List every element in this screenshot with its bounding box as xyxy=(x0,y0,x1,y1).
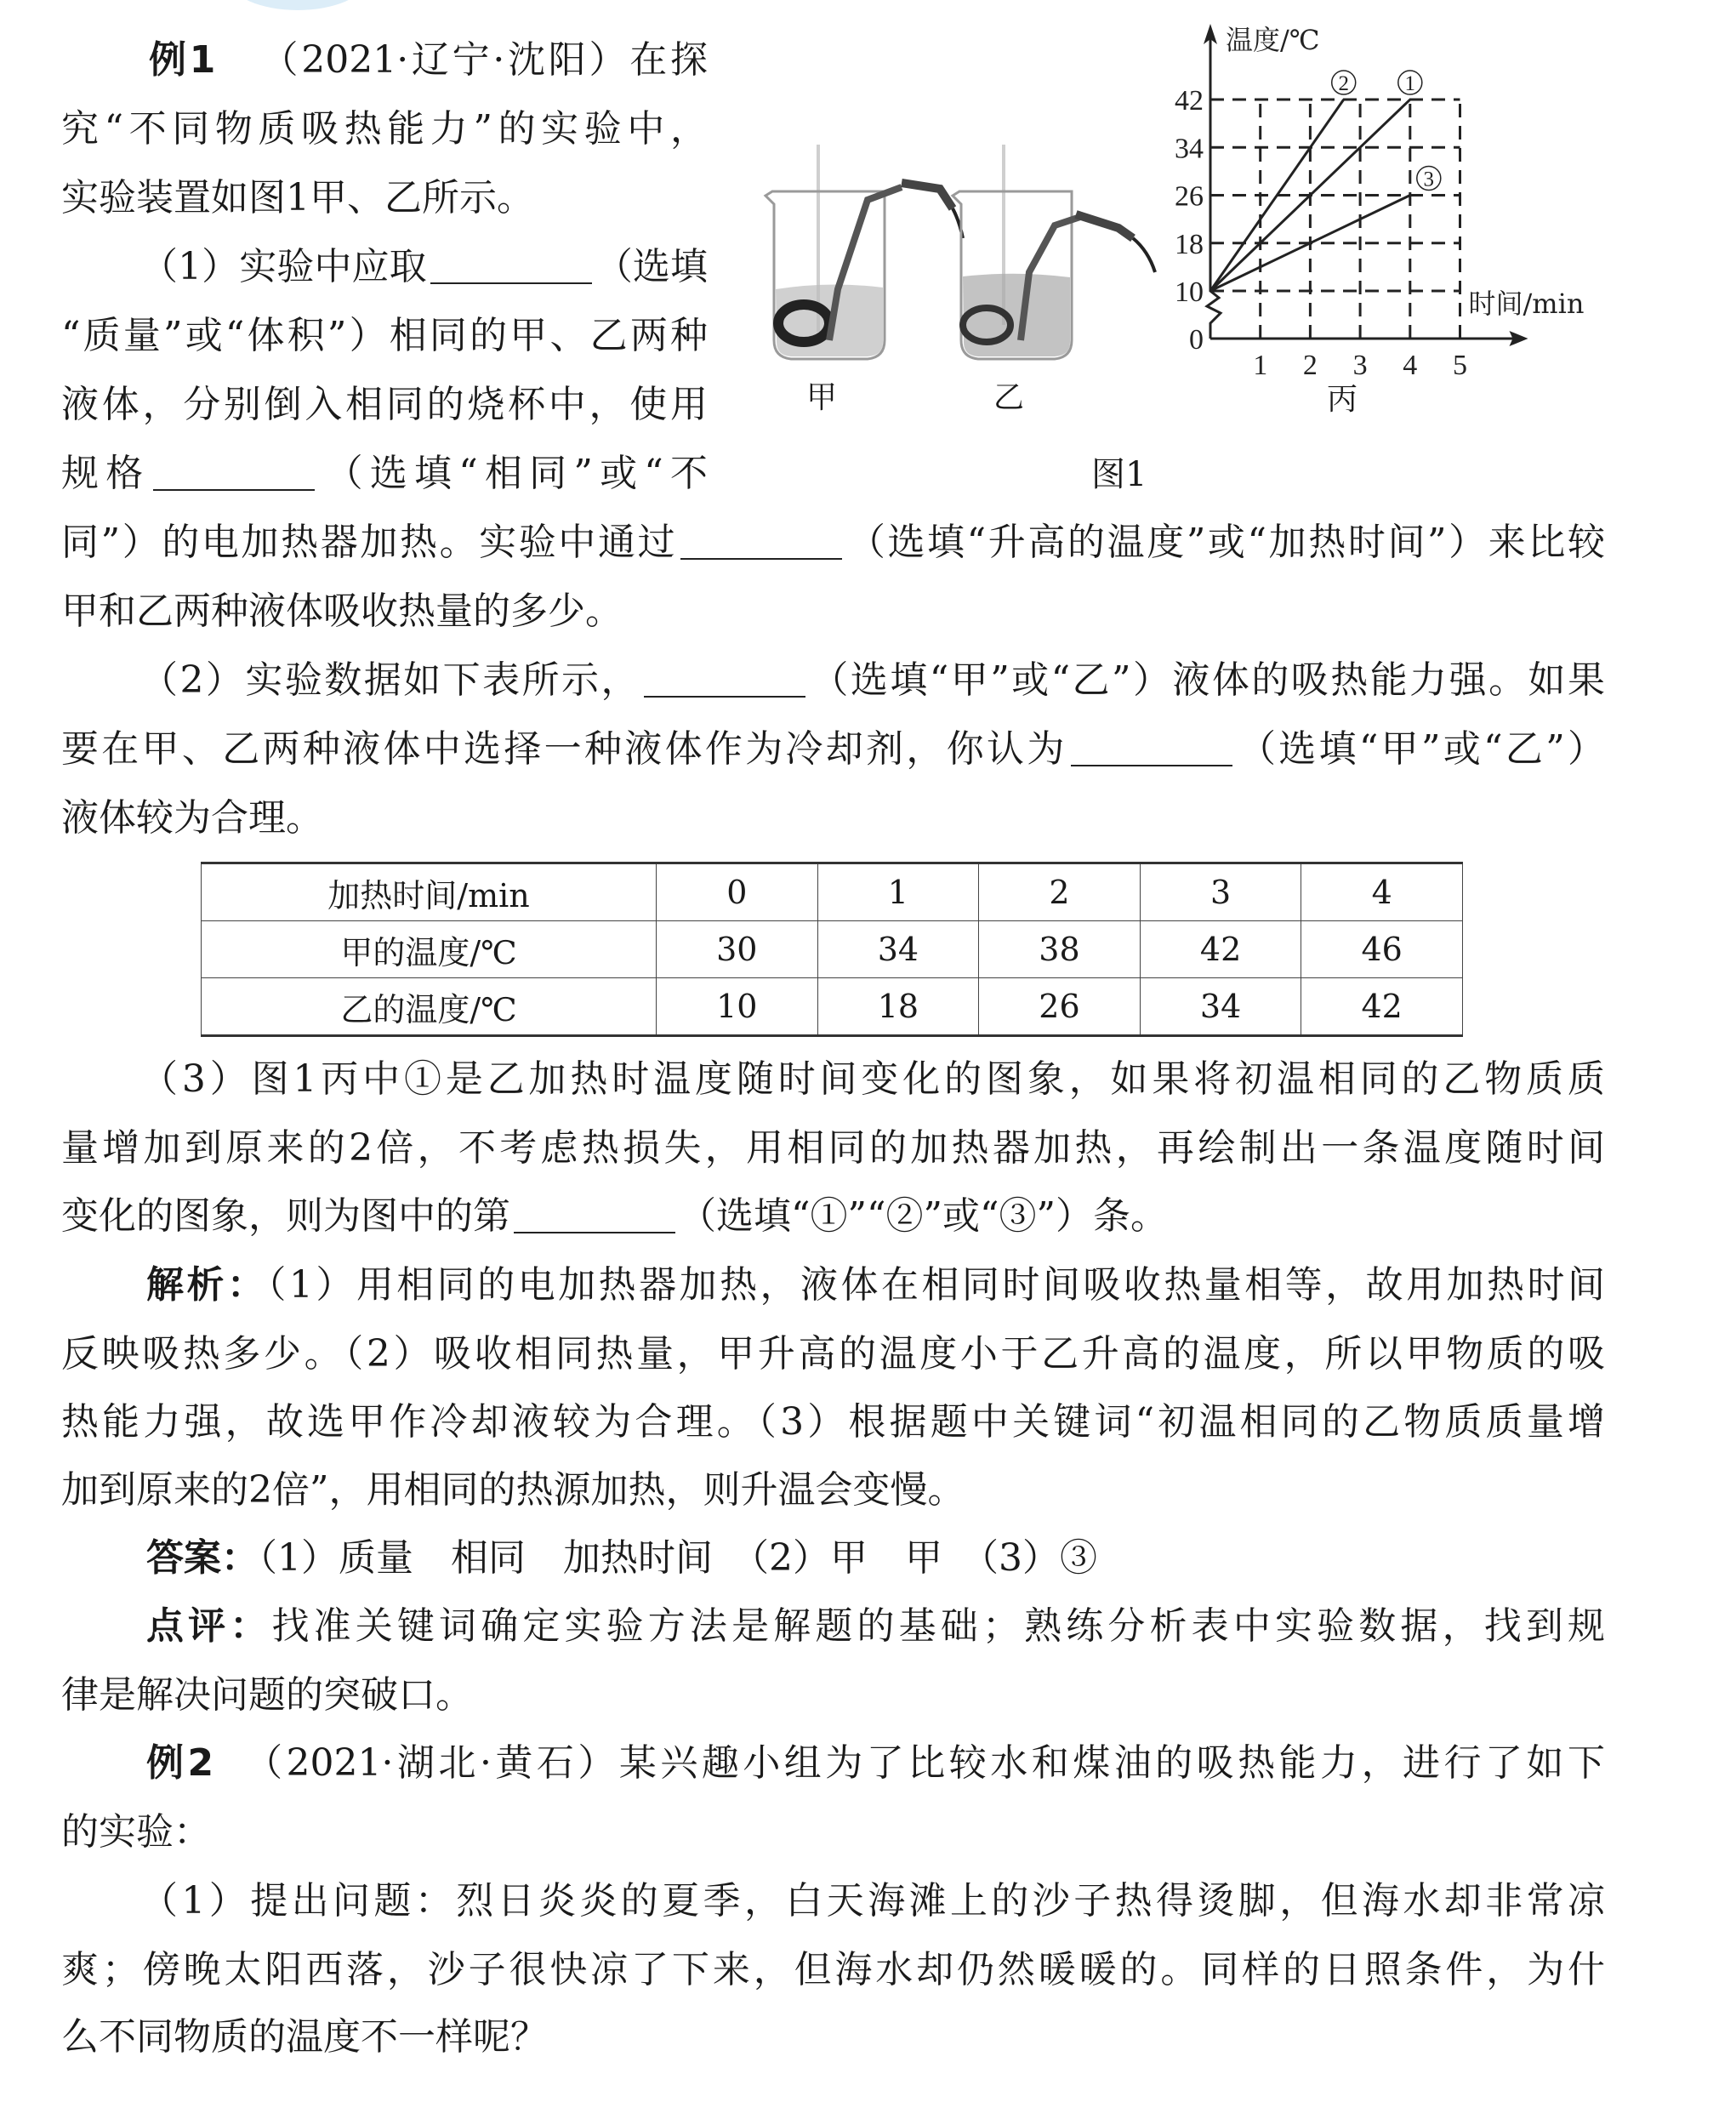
text-line: “质量”或“体积”）相同的甲、乙两种 xyxy=(61,314,708,357)
table-cell: 18 xyxy=(817,978,979,1036)
text-line: 热能力强，故选甲作冷却液较为合理。（3）根据题中关键词“初温相同的乙物质质量增 xyxy=(61,1400,1605,1444)
q2-line2 xyxy=(61,724,1605,775)
text-span: 找准关键词确定实验方法是解题的基础；熟练分析表中实验数据，找到规 xyxy=(271,1604,1606,1648)
q1-line1 xyxy=(140,242,708,293)
table-cell: 34 xyxy=(1140,978,1301,1036)
example2-label: 例2 xyxy=(146,1741,214,1785)
text-line: 的实验： xyxy=(61,1810,211,1854)
graph-label: 丙 xyxy=(1327,382,1358,417)
answer-blank-3[interactable] xyxy=(680,521,842,560)
beaker-jia xyxy=(766,145,963,359)
table-cell: 30 xyxy=(657,921,818,978)
q1-line5 xyxy=(61,517,1605,568)
beaker-yi xyxy=(953,145,1155,359)
table-cell: 0 xyxy=(657,863,818,921)
table-cell: 加热时间/min xyxy=(202,863,657,921)
text-span: （选填“①”“②”或“③”）条。 xyxy=(679,1194,1168,1238)
table-cell: 26 xyxy=(979,978,1141,1036)
y-tick-label: 42 xyxy=(1175,85,1204,117)
text-line: 律是解决问题的突破口。 xyxy=(61,1673,473,1717)
answer-text: （1）质量 相同 加热时间 （2）甲 甲 （3）③ xyxy=(259,1536,1097,1580)
analysis-line1 xyxy=(146,1260,1605,1311)
text-line: 加到原来的2倍”，用相同的热源加热，则升温会变慢。 xyxy=(61,1468,965,1512)
text-line: 么不同物质的温度不一样呢？ xyxy=(61,2015,548,2059)
comment-label: 点评： xyxy=(146,1604,272,1648)
answer-blank-6[interactable] xyxy=(514,1194,675,1233)
beaker-illustration xyxy=(748,145,1157,374)
series-label: 1 xyxy=(1404,72,1416,96)
comment-line1 xyxy=(146,1601,1605,1652)
table-cell: 3 xyxy=(1140,863,1301,921)
text-span: （2）实验数据如下表所示， xyxy=(140,658,640,702)
example1-source: （2021·辽宁·沈阳）在探 xyxy=(260,38,708,82)
answer-line xyxy=(146,1533,1605,1584)
table-cell: 42 xyxy=(1301,978,1463,1036)
table-cell: 2 xyxy=(979,863,1141,921)
text-span: （选填“升高的温度”或“加热时间”）来比较 xyxy=(845,521,1605,564)
table-row xyxy=(202,978,1463,1036)
series-label: 2 xyxy=(1338,72,1349,96)
text-span: （1）实验中应取 xyxy=(140,245,427,288)
table-cell: 乙的温度/℃ xyxy=(202,978,657,1036)
example1-label: 例1 xyxy=(149,38,216,82)
text-line: 究“不同物质吸热能力”的实验中， xyxy=(61,107,708,151)
answer-blank-1[interactable] xyxy=(430,245,592,284)
y-tick-label: 18 xyxy=(1175,228,1204,260)
text-span: 变化的图象，则为图中的第 xyxy=(61,1194,510,1238)
y-tick-label: 10 xyxy=(1175,276,1204,308)
answer-blank-2[interactable] xyxy=(153,452,315,491)
text-line: 甲和乙两种液体吸收热量的多少。 xyxy=(61,590,623,633)
example1-heading xyxy=(149,35,708,86)
answer-blank-4[interactable] xyxy=(644,658,805,698)
text-span: （选填“甲”或“乙”）液体的吸热能力强。如果 xyxy=(808,658,1605,702)
table-cell: 34 xyxy=(817,921,979,978)
figure-caption: 图1 xyxy=(1091,455,1147,494)
x-axis-label: 时间/min xyxy=(1468,288,1585,320)
answer-blank-5[interactable] xyxy=(1071,727,1232,766)
text-line: （1）提出问题：烈日炎炎的夏季，白天海滩上的沙子热得烫脚，但海水却非常凉 xyxy=(140,1879,1605,1923)
header-decoration xyxy=(230,0,366,10)
x-tick-label: 5 xyxy=(1453,350,1467,381)
table-cell: 46 xyxy=(1301,921,1463,978)
text-line: 反映吸热多少。（2）吸收相同热量，甲升高的温度小于乙升高的温度，所以甲物质的吸 xyxy=(61,1332,1605,1376)
beaker-label-jia: 甲 xyxy=(806,380,838,415)
table-cell: 甲的温度/℃ xyxy=(202,921,657,978)
y-tick-label: 34 xyxy=(1175,133,1204,165)
analysis-label: 解析： xyxy=(146,1263,268,1307)
example2-heading xyxy=(146,1738,1605,1789)
text-span: （1）用相同的电加热器加热，液体在相同时间吸收热量相等，故用加热时间 xyxy=(267,1263,1605,1307)
table-cell: 4 xyxy=(1301,863,1463,921)
answer-label: 答案： xyxy=(146,1536,259,1580)
text-span: （选填“甲”或“乙”） xyxy=(1235,727,1605,771)
text-line: 实验装置如图1甲、乙所示。 xyxy=(61,176,534,219)
temperature-time-chart xyxy=(1140,17,1616,425)
x-tick-label: 2 xyxy=(1302,350,1318,381)
table-row xyxy=(202,863,1463,921)
text-line: 液体，分别倒入相同的烧杯中，使用 xyxy=(61,383,708,426)
x-tick-label: 4 xyxy=(1403,350,1418,381)
text-span: 规格 xyxy=(61,452,151,495)
y-axis-label: 温度/℃ xyxy=(1226,24,1320,56)
q2-line1 xyxy=(140,655,1605,706)
table-cell: 42 xyxy=(1140,921,1301,978)
q1-line4 xyxy=(61,448,708,499)
data-table xyxy=(201,862,1463,1037)
y-tick-label: 26 xyxy=(1175,180,1204,213)
x-tick-label: 3 xyxy=(1352,350,1368,381)
text-span: （2021·湖北·黄石）某兴趣小组为了比较水和煤油的吸热能力，进行了如下 xyxy=(245,1741,1605,1785)
table-cell: 1 xyxy=(817,863,979,921)
text-span: （选填 xyxy=(595,245,709,288)
text-span: 同”）的电加热器加热。实验中通过 xyxy=(61,521,678,564)
text-line: 量增加到原来的2倍，不考虑热损失，用相同的加热器加热，再绘制出一条温度随时间 xyxy=(61,1126,1605,1170)
chart-grid xyxy=(1210,100,1460,339)
chart-series xyxy=(1210,71,1441,291)
y-tick-label: 0 xyxy=(1189,324,1204,356)
series-label: 3 xyxy=(1423,168,1435,191)
text-span: （选填“相同”或“不 xyxy=(318,452,709,495)
text-line: 爽；傍晚太阳西落，沙子很快凉了下来，但海水却仍然暖暖的。同样的日照条件，为什 xyxy=(61,1948,1605,1991)
text-line: 液体较为合理。 xyxy=(61,796,323,840)
chart-labels xyxy=(1175,24,1584,381)
text-line: （3）图1丙中①是乙加热时温度随时间变化的图象，如果将初温相同的乙物质质 xyxy=(140,1057,1605,1101)
x-tick-label: 1 xyxy=(1253,350,1268,381)
table-row xyxy=(202,921,1463,978)
y-axis xyxy=(1207,32,1221,339)
q3-line3 xyxy=(61,1191,1605,1242)
table-cell: 10 xyxy=(657,978,818,1036)
text-span: 要在甲、乙两种液体中选择一种液体作为冷却剂，你认为 xyxy=(61,727,1067,771)
beaker-label-yi: 乙 xyxy=(993,380,1025,415)
table-cell: 38 xyxy=(979,921,1141,978)
